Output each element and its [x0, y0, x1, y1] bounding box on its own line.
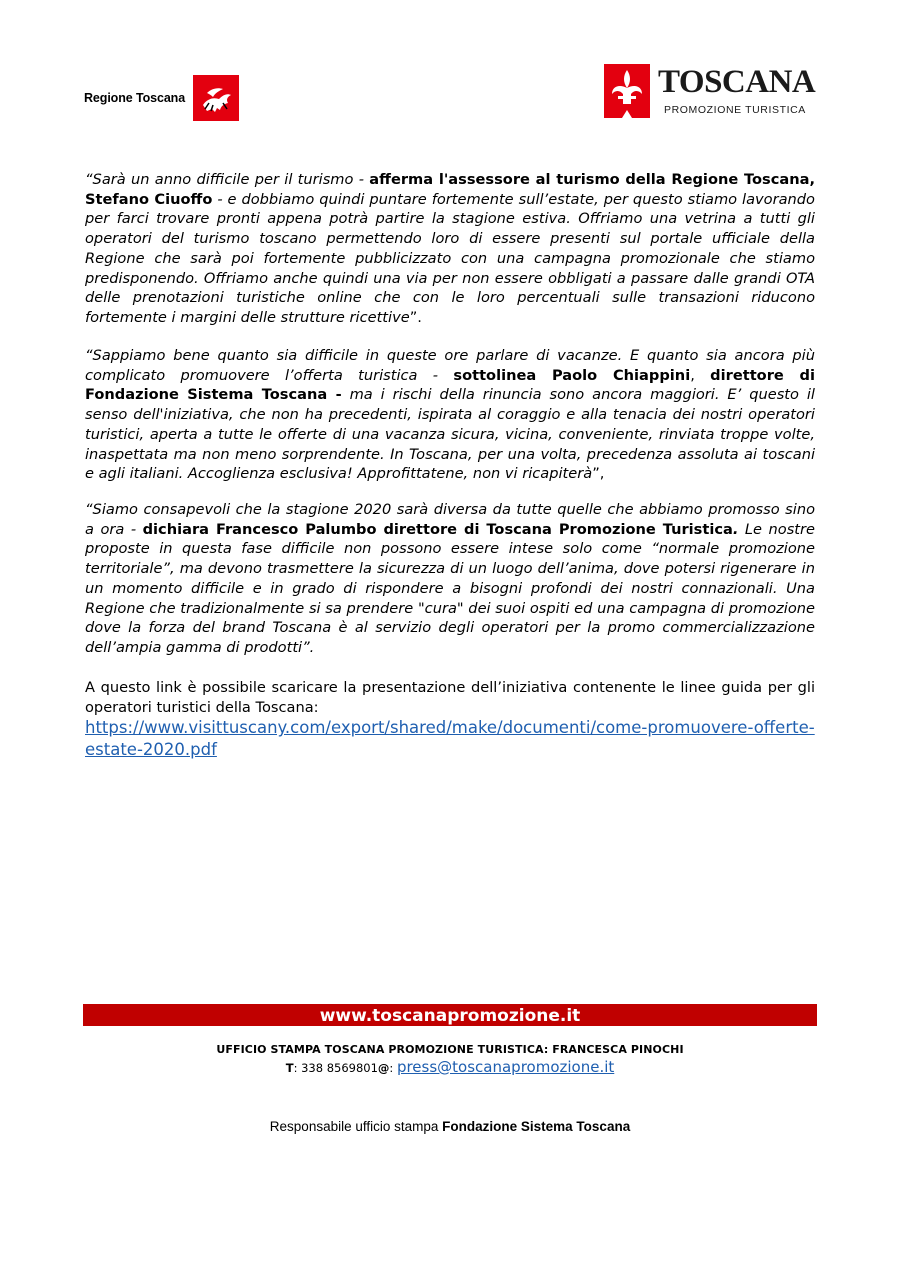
quote-text: - e dobbiamo quindi puntare fortemente sull’estate, per questo stiamo lavorando per farci trovare pronti appena potrà partire la stagione estiva. Offriamo una vetrina a tutti gli operatori del turismo toscano permettendo loro di essere presenti sul portale ufficiale della Regione che sarà poi fortemente pubblicizzato con una campagna promozionale che stiamo predisponendo. Offriamo anche quindi una via per non essere obbligati a passare dalle grandi OTA delle prenotazioni turistiche online che con le loro percentuali sulle transazioni riducono fortemente i margini delle strutture ricettive — [85, 190, 815, 326]
presentation-pdf-link[interactable]: https://www.visittuscany.com/export/shared/make/documenti/come-promuovere-offerte-estate-2020.pdf — [85, 718, 815, 760]
quote-close: ”. — [409, 308, 422, 326]
regione-toscana-logo — [84, 76, 239, 120]
separator: : — [389, 1061, 397, 1075]
speaker-attribution: sottolinea Paolo Chiappini — [453, 366, 691, 384]
quote-text: “Sarà un anno difficile per il turismo - — [85, 171, 370, 188]
toscana-wordmark: TOSCANA — [658, 64, 816, 100]
organization-name: Fondazione Sistema Toscana — [442, 1119, 631, 1134]
download-paragraph — [85, 678, 815, 761]
responsible-label: Responsabile ufficio stampa — [269, 1119, 443, 1134]
press-responsible-line — [0, 1119, 900, 1134]
quote-text: “Sappiamo bene quanto sia difficile in queste ore parlare di vacanze. E quanto sia ancora più complicato promuovere l’offerta turistica - — [85, 347, 815, 384]
pegasus-icon — [193, 75, 239, 121]
phone-label: T — [285, 1061, 294, 1075]
contact-line — [0, 1058, 900, 1076]
speaker-role: direttore di Fondazione Sistema Toscana - — [85, 366, 816, 404]
quote-text: Le nostre proposte in questa fase difficile non possono essere intese solo come “normale promozione territoriale”, ma devono trasmettere la sicurezza di un luogo dell’anima, dove potersi rigenerare in un momento difficile e in grado di rispondere a bisogni profondi dei nostri connazionali. Una Regione che tradizionalmente si sa prendere "cura" dei suoi ospiti ed una campagna di promozione dove la forza del brand Toscana è al servizio degli operatori per la promo commercializzazione dell’ampia gamma di prodotti”. — [85, 520, 815, 656]
promozione-turistica-wordmark: PROMOZIONE TURISTICA — [664, 104, 806, 116]
phone-number: : 338 8569801 — [293, 1061, 378, 1075]
speaker-attribution: dichiara Francesco Palumbo direttore di Toscana Promozione Turistica — [142, 520, 733, 538]
fleur-de-lis-icon — [602, 62, 652, 120]
separator: , — [690, 366, 711, 384]
email-link[interactable]: press@toscanapromozione.it — [396, 1058, 615, 1076]
toscana-promozione-logo — [602, 62, 816, 120]
regione-toscana-label: Regione Toscana — [84, 91, 186, 105]
quote-palumbo-paragraph — [85, 500, 815, 658]
website-banner[interactable]: www.toscanapromozione.it — [83, 1004, 817, 1026]
quote-text: “Siamo consapevoli che la stagione 2020 sarà diversa da tutte quelle che abbiamo promosso sino a ora - — [85, 501, 815, 538]
attribution-period: . — [732, 520, 739, 538]
press-office-line: UFFICIO STAMPA TOSCANA PROMOZIONE TURISTICA: FRANCESCA PINOCHI — [216, 1043, 684, 1056]
quote-text: ma i rischi della rinuncia sono ancora maggiori. E’ questo il senso dell'iniziativa, che non ha precedenti, ispirata al coraggio e alla tenacia dei nostri operatori turistici, aperta a tutte le offerte di una vacanza sicura, vicina, conveniente, rinviata troppe volte, inaspettata ma non meno sorprendente. In Toscana, per una volta, precedenza assoluta ai toscani e agli italiani. Accoglienza esclusiva! Approfittatene, non vi ricapiterà — [85, 386, 815, 483]
quote-chiappini-paragraph — [85, 346, 815, 484]
quote-ciuoffo-paragraph — [85, 170, 815, 328]
download-intro-text: A questo link è possibile scaricare la presentazione dell’iniziativa contenente le linee guida per gli operatori turistici della Toscana: — [85, 679, 815, 716]
speaker-attribution: afferma l'assessore al turismo della Regione Toscana, Stefano Ciuoffo — [85, 171, 815, 208]
email-label: @ — [377, 1061, 390, 1075]
quote-close: ”, — [592, 465, 605, 483]
